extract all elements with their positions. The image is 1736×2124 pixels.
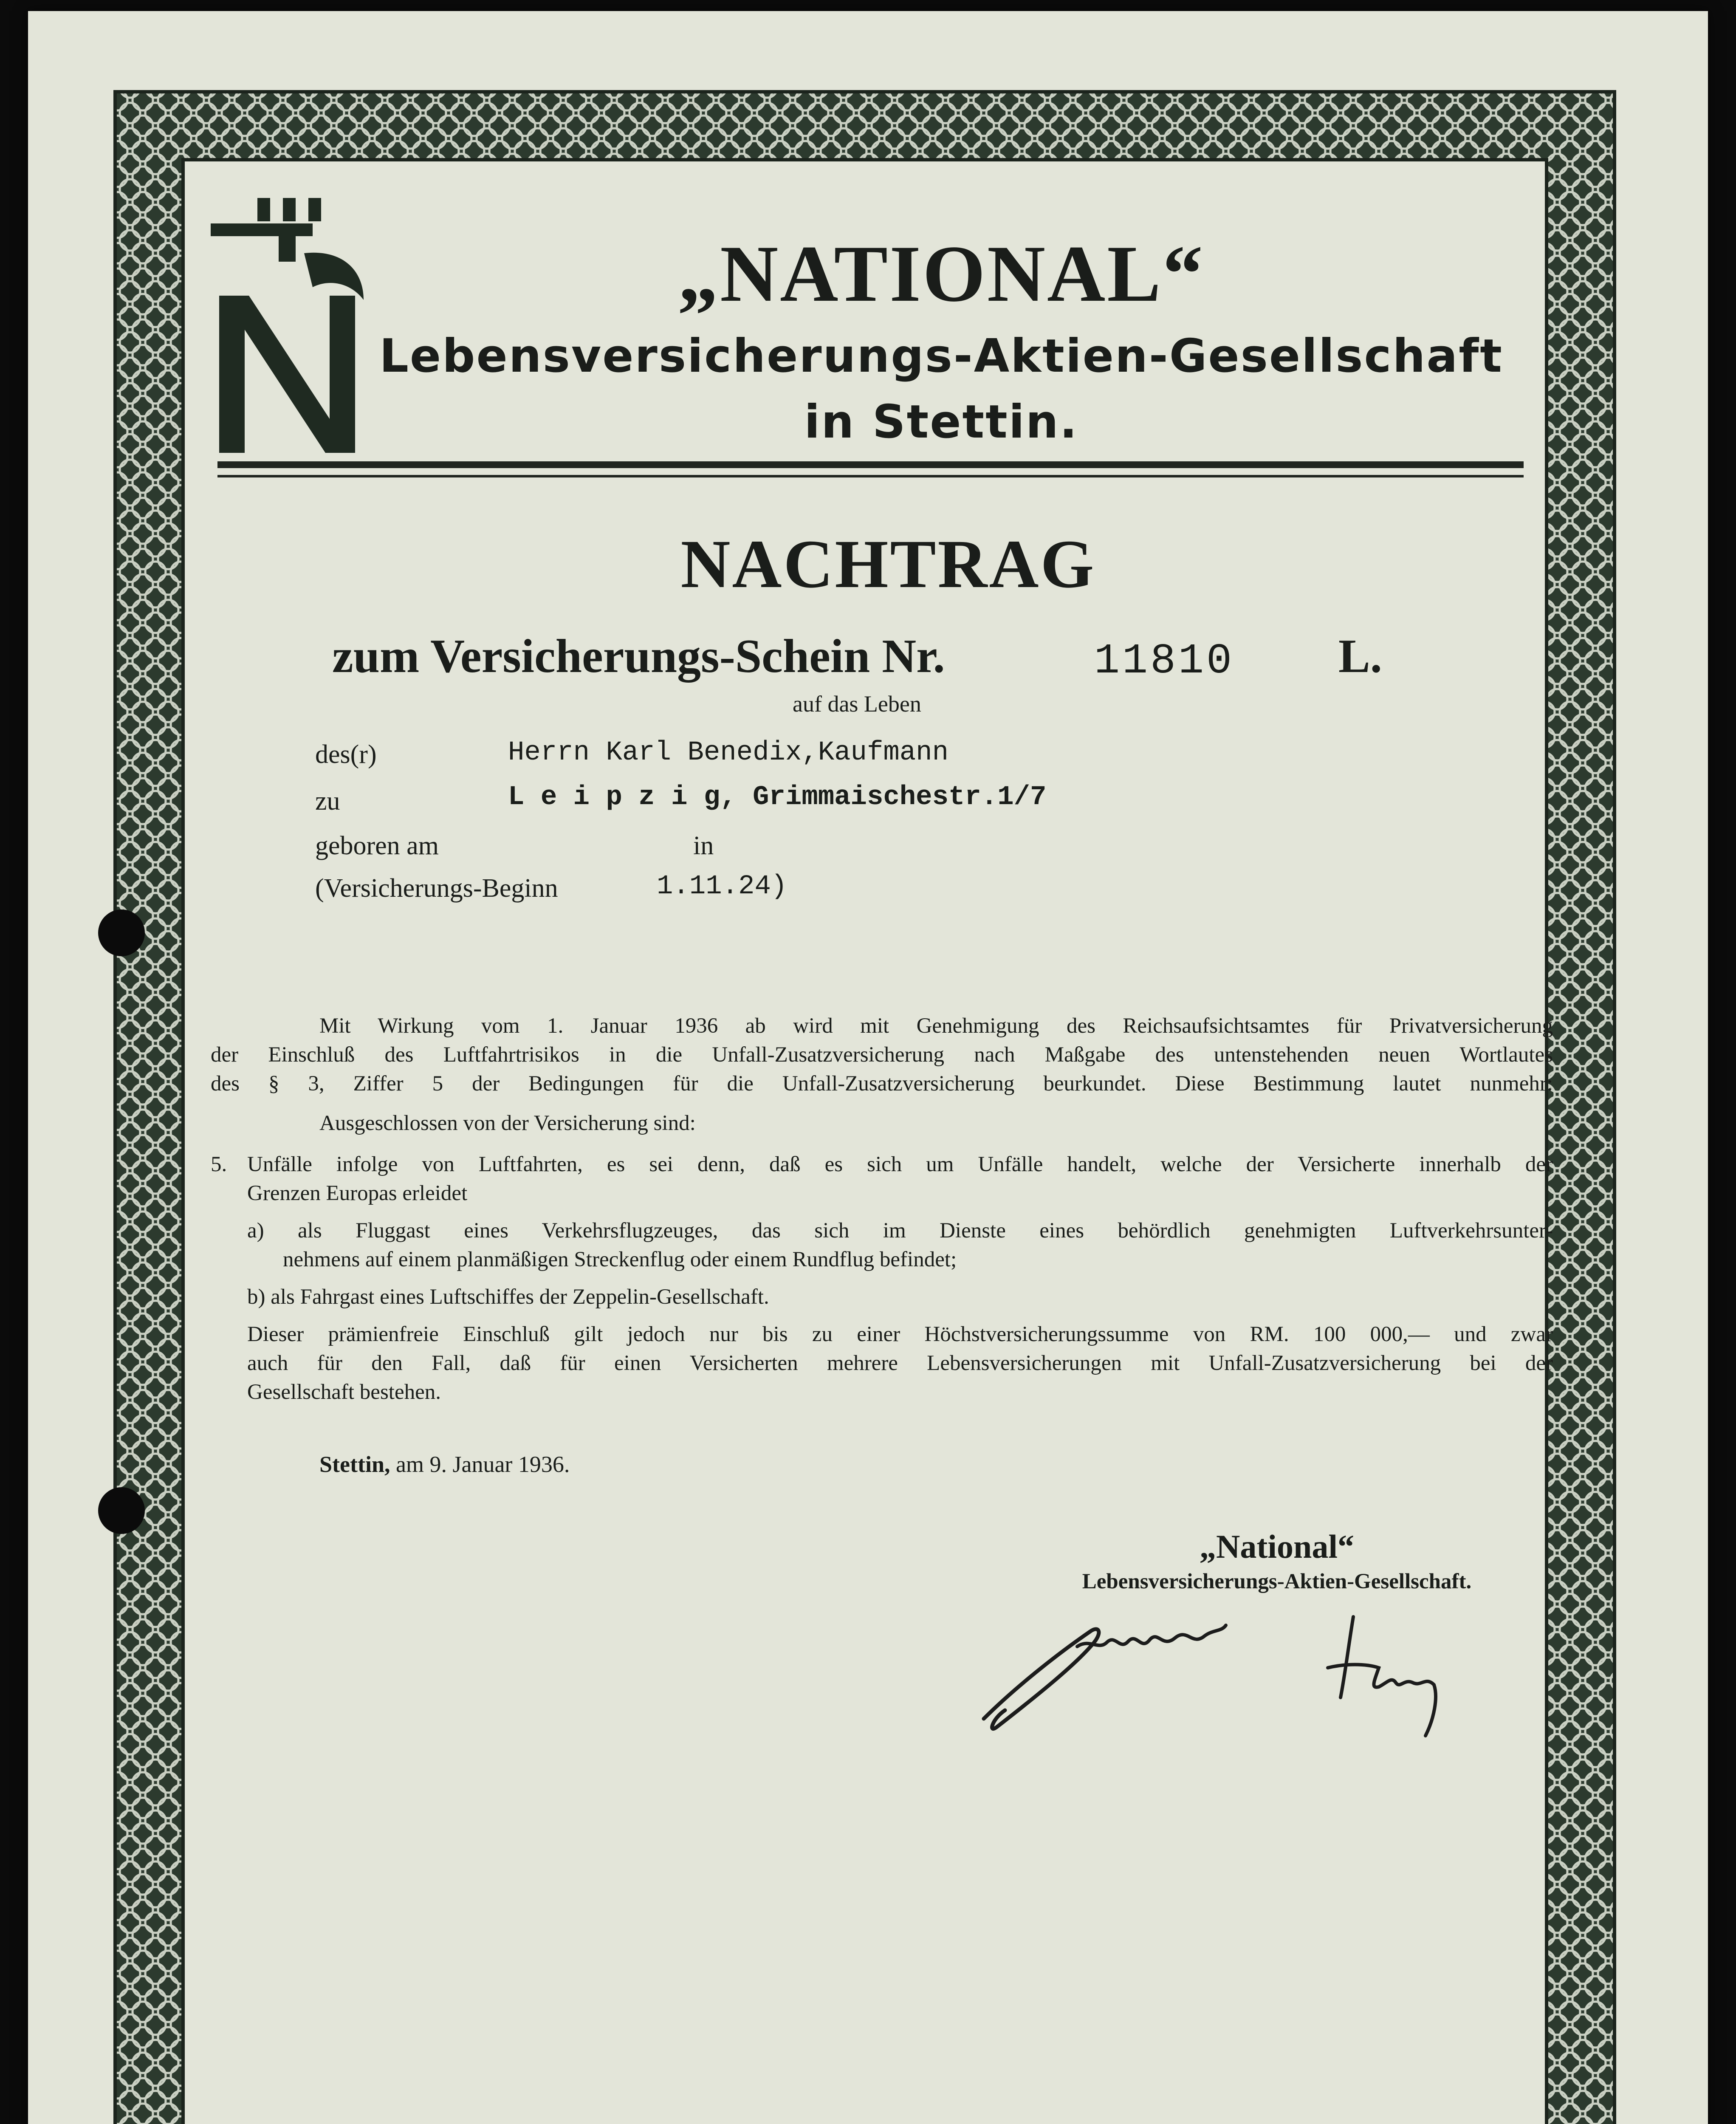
place: Stettin, [319,1452,390,1477]
punch-hole [98,1487,145,1534]
item-5-number: 5. [211,1152,227,1176]
closing-line: Dieser prämienfreie Einschluß gilt jedoch nur bis zu einer Höchstversicherungssumme von RM. 100 000,— und zwar [247,1322,1553,1346]
field-label-in: in [693,831,714,860]
item-5-line: Unfälle infolge von Luftfahrten, es sei denn, daß es sich um Unfälle handelt, welche der Versicherte innerhalb der [247,1152,1553,1176]
certificate-suffix: L. [1338,630,1382,683]
punch-hole [98,909,145,956]
life-of-label: auf das Leben [793,691,921,717]
field-label-start: (Versicherungs-Beginn [315,874,558,903]
item-b-line: b) als Fahrgast eines Luftschiffes der Zeppelin-Gesellschaft. [247,1285,769,1309]
signature-company: „National“ [1199,1528,1355,1565]
company-title: „NATIONAL“ [678,229,1205,319]
document-title: NACHTRAG [680,526,1096,602]
place-date [319,1451,570,1477]
closing-line: Gesellschaft bestehen. [247,1380,441,1404]
company-city: in Stettin. [804,395,1078,449]
date: am 9. Januar 1936. [395,1452,570,1477]
field-value-name: Herrn Karl Benedix,Kaufmann [508,737,948,768]
field-value-start: 1.11.24) [657,871,788,902]
document-sheet [28,11,1708,2124]
intro-line: Mit Wirkung vom 1. Januar 1936 ab wird mit Genehmigung des Reichsaufsichtsamtes für Privatversicherung [319,1014,1553,1038]
intro-line: des § 3, Ziffer 5 der Bedingungen für die Unfall-Zusatzversicherung beurkundet. Diese Bestimmung lautet nunmehr: [211,1072,1553,1096]
field-label-des: des(r) [315,740,377,769]
excluded-heading: Ausgeschlossen von der Versicherung sind: [319,1111,696,1135]
signature-company-full: Lebensversicherungs-Aktien-Gesellschaft. [1082,1570,1472,1593]
field-label-born: geboren am [315,831,439,860]
header-rule [217,461,1524,468]
handwritten-signatures [971,1591,1523,1753]
certificate-label: zum Versicherungs-Schein Nr. [332,630,945,683]
item-a-line: a) als Fluggast eines Verkehrsflugzeuges, das sich im Dienste eines behördlich genehmigten Luftverkehrsunter- [247,1219,1553,1243]
closing-line: auch für den Fall, daß für einen Versicherten mehrere Lebensversicherungen mit Unfall-Zusatzversicherung bei der [247,1351,1553,1375]
field-label-zu: zu [315,787,340,816]
header-rule-thin [217,475,1524,477]
certificate-number: 11810 [1094,638,1235,686]
intro-line: der Einschluß des Luftfahrtrisikos in die Unfall-Zusatzversicherung nach Maßgabe des untenstehenden neuen Wortlautes [211,1043,1553,1067]
company-subtitle: Lebensversicherungs-Aktien-Gesellschaft [379,330,1503,383]
item-5-line: Grenzen Europas erleidet [247,1181,468,1205]
field-value-address: L e i p z i g, Grimmaischestr.1/7 [508,782,1047,813]
item-a-line: nehmens auf einem planmäßigen Streckenflug oder einem Rundflug befindet; [283,1248,957,1271]
signature-block [1018,1528,1536,1594]
